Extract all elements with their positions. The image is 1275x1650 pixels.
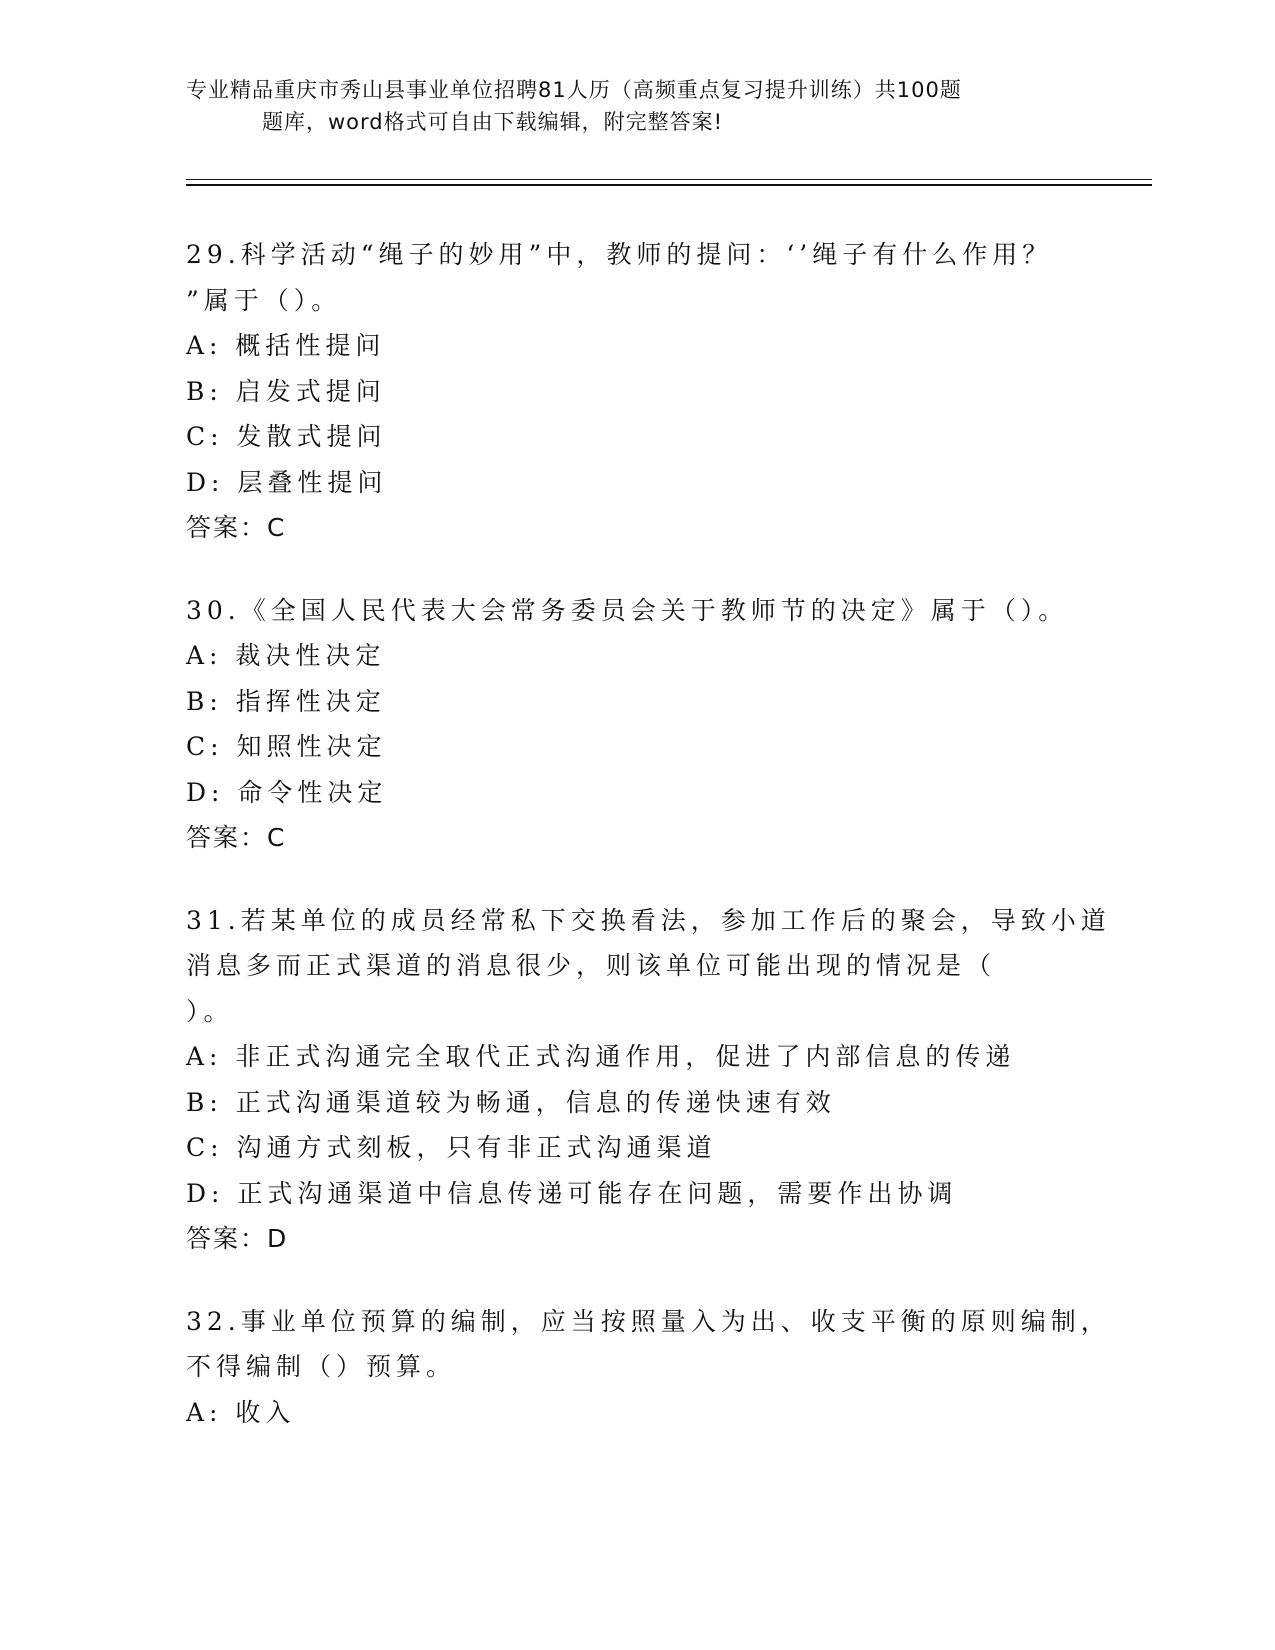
option-c: C: 知照性决定 <box>186 732 387 761</box>
answer-line: 答案：C <box>186 513 287 542</box>
option-b: B: 正式沟通渠道较为畅通，信息的传递快速有效 <box>186 1087 836 1117</box>
question-stem: 32.事业单位预算的编制，应当按照量入为出、收支平衡的原则编制， <box>186 1306 1111 1336</box>
option-a: A: 收入 <box>186 1397 296 1427</box>
option-b: B: 指挥性决定 <box>186 686 386 716</box>
header-title-line-2: 题库，word格式可自由下载编辑，附完整答案! <box>262 110 724 134</box>
answer-line: 答案：D <box>186 1224 289 1253</box>
question-stem: ”属于（）。 <box>186 285 342 315</box>
question-30 <box>186 588 1086 861</box>
option-c: C: 发散式提问 <box>186 422 387 451</box>
option-a: A: 概括性提问 <box>186 331 386 360</box>
question-31 <box>186 898 1111 1262</box>
question-stem: ）。 <box>186 996 234 1026</box>
question-stem: 不得编制（）预算。 <box>186 1352 457 1381</box>
option-d: D: 命令性决定 <box>186 777 388 807</box>
header-divider-thin <box>186 179 1152 180</box>
answer-line: 答案：C <box>186 823 287 852</box>
option-b: B: 启发式提问 <box>186 376 386 406</box>
question-stem: 30.《全国人民代表大会常务委员会关于教师节的决定》属于（）。 <box>186 595 1069 625</box>
question-stem: 29.科学活动“绳子的妙用”中，教师的提问：‘’绳子有什么作用？ <box>186 240 1053 269</box>
question-list <box>186 232 1111 1435</box>
option-c: C: 沟通方式刻板，只有非正式沟通渠道 <box>186 1133 717 1162</box>
header-title-line-1: 专业精品重庆市秀山县事业单位招聘81人历（高频重点复习提升训练）共100题 <box>186 78 962 102</box>
question-29 <box>186 232 1086 551</box>
option-a: A: 裁决性决定 <box>186 641 386 670</box>
question-stem: 消息多而正式渠道的消息很少，则该单位可能出现的情况是（ <box>186 951 997 980</box>
option-d: D: 正式沟通渠道中信息传递可能存在问题，需要作出协调 <box>186 1178 958 1208</box>
question-32 <box>186 1299 1111 1436</box>
option-a: A: 非正式沟通完全取代正式沟通作用，促进了内部信息的传递 <box>186 1042 1016 1071</box>
question-stem: 31.若某单位的成员经常私下交换看法，参加工作后的聚会，导致小道 <box>186 905 1111 935</box>
header-divider-thick <box>186 184 1152 186</box>
option-d: D: 层叠性提问 <box>186 467 388 497</box>
document-header <box>186 74 1086 138</box>
